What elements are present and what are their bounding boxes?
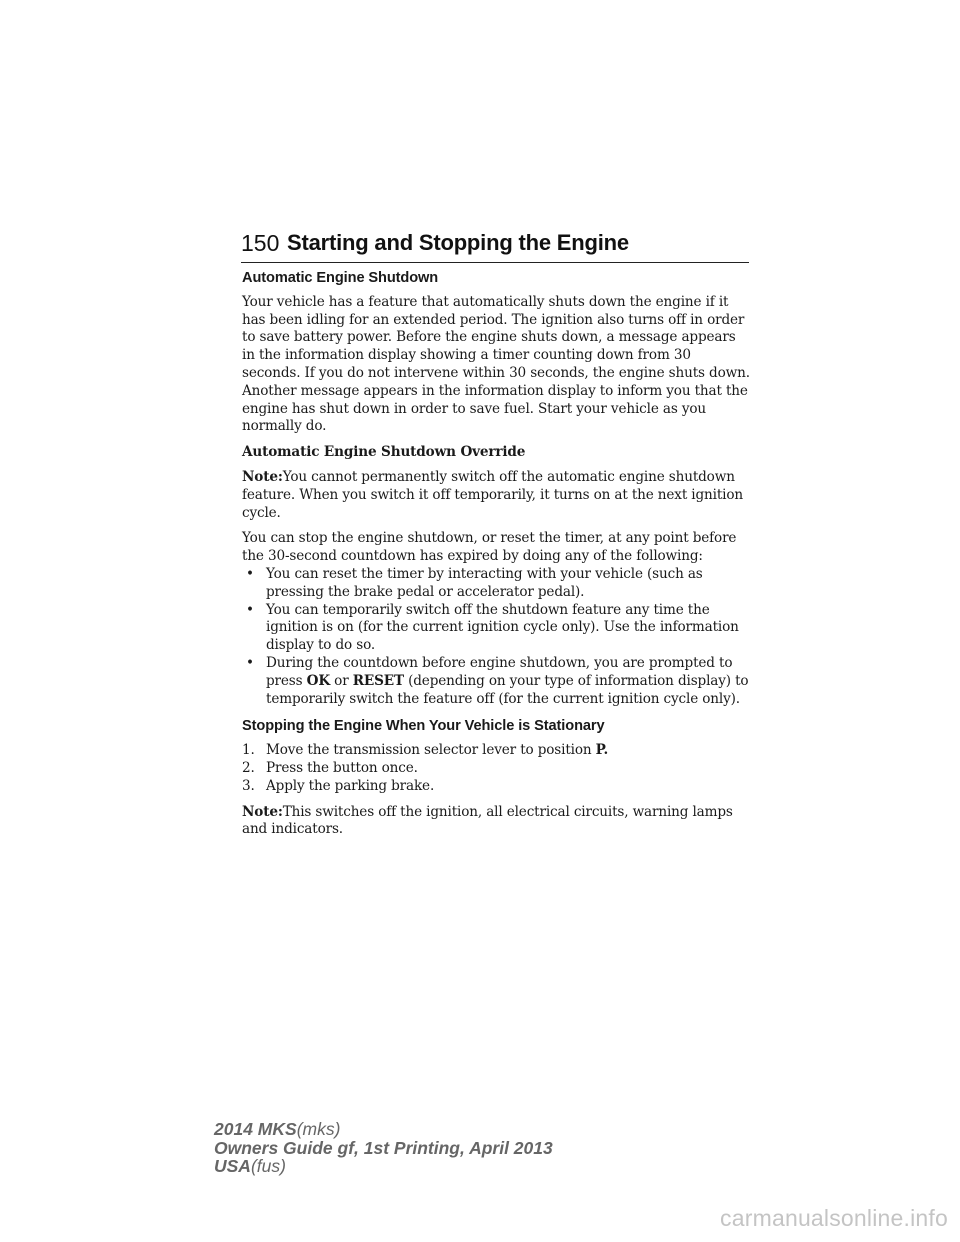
step-number: 1. [242, 742, 255, 759]
list-item [242, 566, 752, 602]
footer-model-code: (mks) [296, 1119, 341, 1139]
list-item [242, 655, 752, 708]
footer-line-model [214, 1120, 553, 1139]
bullet-icon: • [246, 601, 254, 618]
bullet-text: You can reset the timer by interacting with your vehicle (such as pressing the brake pedal or accelerator pedal). [266, 565, 703, 600]
note-text: You cannot permanently switch off the automatic engine shutdown feature. When you switch it off temporarily, it turns on at the next ignition cycle. [242, 468, 744, 521]
list-item [242, 602, 752, 655]
footer-line-guide: Owners Guide gf, 1st Printing, April 2013 [214, 1137, 553, 1158]
step-text: Apply the parking brake. [266, 777, 435, 794]
step-number: 2. [242, 759, 255, 776]
list-item [242, 778, 752, 796]
bullet-text: During the countdown before engine shutdown, you are prompted to press [266, 654, 733, 689]
bullet-text: You can temporarily switch off the shutdown feature any time the ignition is on (for the current ignition cycle only). Use the information display to do so. [266, 601, 739, 654]
footer-market-code: (fus) [250, 1156, 286, 1176]
section-title: Starting and Stopping the Engine [287, 230, 629, 255]
note-override [242, 469, 752, 522]
gear-position-label: P. [595, 742, 609, 759]
heading-stopping-engine: Stopping the Engine When Your Vehicle is Stationary [242, 718, 605, 735]
page-number: 150 [241, 230, 280, 256]
heading-shutdown-override: Automatic Engine Shutdown Override [242, 444, 526, 461]
bullet-text: (depending on your type of information display) to temporarily switch the feature off (for the current ignition cycle only). [266, 672, 749, 707]
reset-button-label: RESET [352, 672, 404, 689]
heading-automatic-engine-shutdown: Automatic Engine Shutdown [242, 270, 439, 286]
paragraph-override-intro: You can stop the engine shutdown, or reset the timer, at any point before the 30-second countdown has expired by doing any of the following: [242, 530, 737, 565]
paragraph-shutdown-description: Your vehicle has a feature that automatically shuts down the engine if it has been idling for an extended period. The ignition also turns off in order to save battery power. Before the engine shuts down, a message appears in the information display showing a timer counting down from 30 seconds. If you do not intervene within 30 seconds, the engine shuts down. Another message appears in the information display to inform you that the engine has shut down in order to save fuel. Start your vehicle as you normally do. [242, 293, 750, 435]
ok-button-label: OK [306, 672, 330, 689]
list-item [242, 742, 752, 760]
step-text: Press the button once. [266, 759, 418, 776]
note-label: Note: [242, 803, 283, 820]
page-header [241, 228, 749, 263]
note-text: This switches off the ignition, all electrical circuits, warning lamps and indicators. [242, 803, 733, 838]
note-label: Note: [242, 468, 283, 485]
list-item [242, 760, 752, 778]
bullet-text: or [329, 672, 353, 689]
page-footer [214, 1120, 553, 1176]
footer-model: 2014 MKS [214, 1119, 297, 1139]
footer-market: USA [214, 1156, 251, 1176]
stopping-steps-list [242, 742, 752, 795]
step-number: 3. [242, 777, 255, 794]
note-stopping [242, 804, 752, 840]
page-content [242, 270, 752, 847]
bullet-icon: • [246, 565, 254, 582]
watermark-link[interactable]: carmanualsonline.info [720, 1205, 948, 1231]
footer-line-market [214, 1157, 553, 1176]
step-text: Move the transmission selector lever to position [266, 742, 596, 759]
override-bullet-list [242, 566, 752, 708]
bullet-icon: • [246, 654, 254, 671]
